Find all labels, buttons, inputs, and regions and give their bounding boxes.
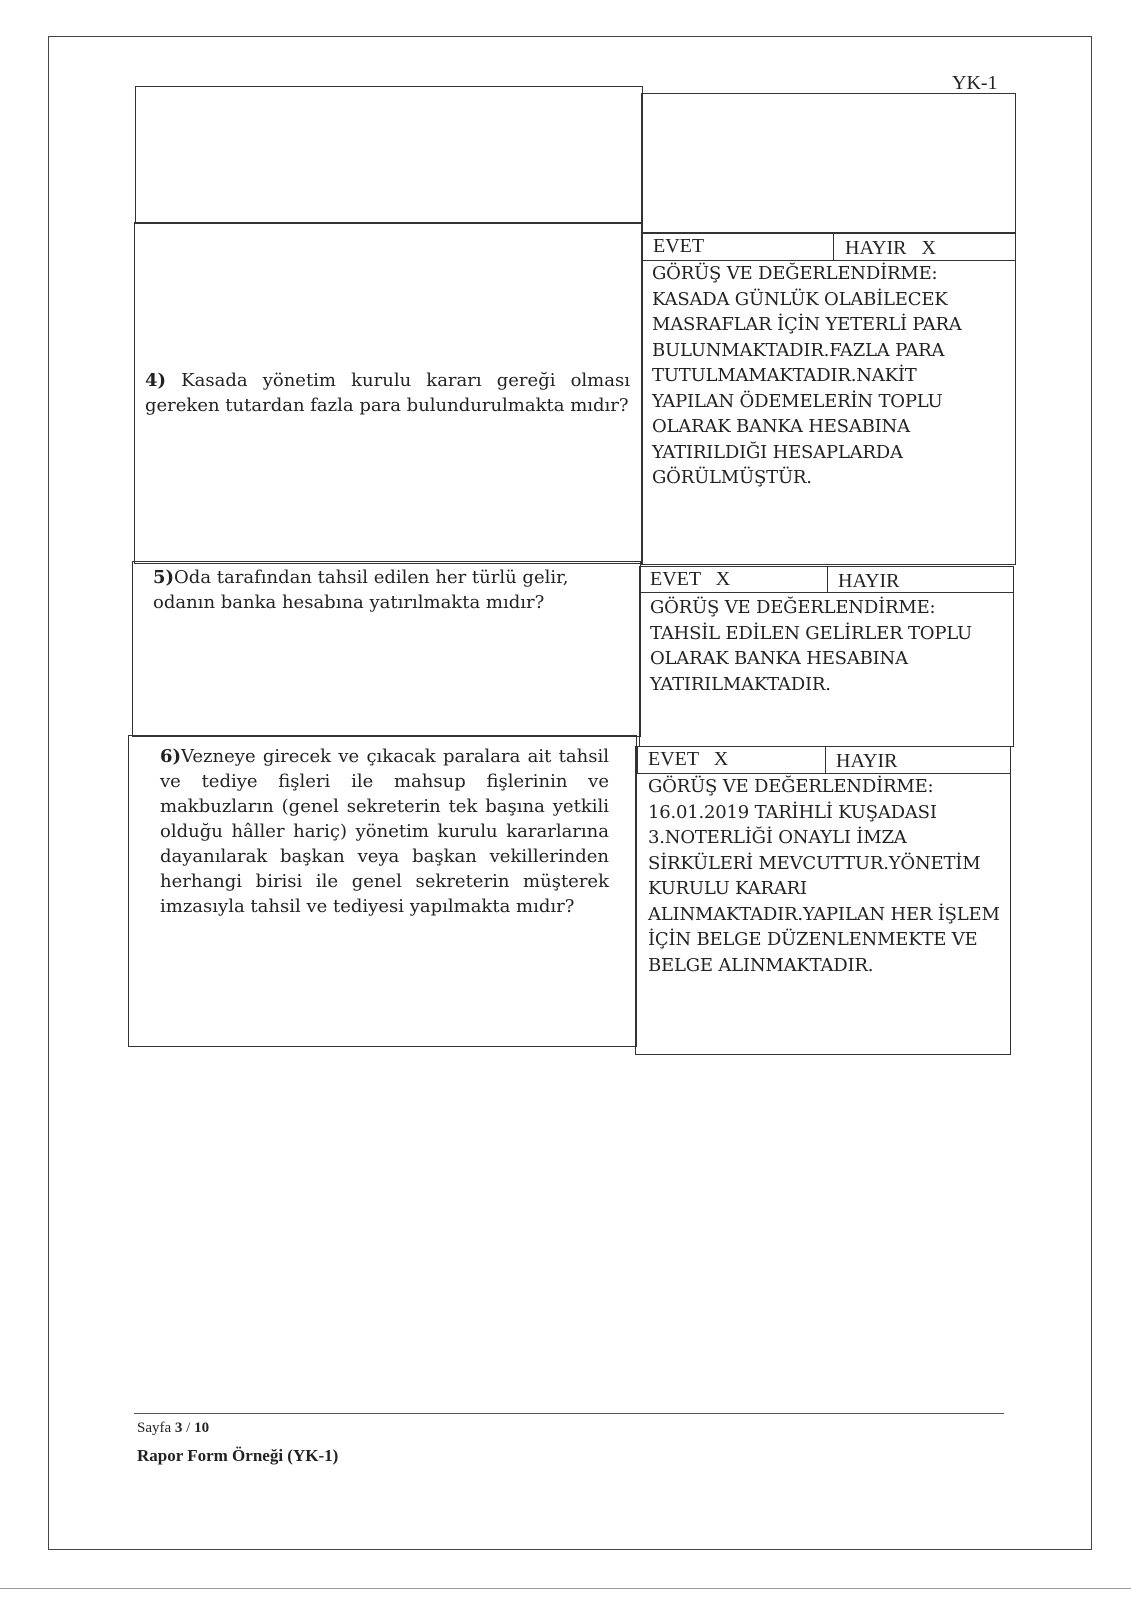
footer-divider	[134, 1413, 1004, 1414]
yes-no-divider	[825, 747, 826, 773]
no-label: HAYIR	[838, 570, 900, 592]
question-number: 4)	[145, 370, 167, 391]
question-6	[160, 744, 609, 919]
empty-question-cell	[135, 86, 643, 224]
yes-no-box-6	[637, 746, 1011, 774]
question-number: 5)	[153, 567, 175, 588]
document-code: YK-1	[952, 72, 998, 94]
question-text: Vezneye girecek ve çıkacak paralara ait tahsil ve tediye fişleri ile mahsup fişlerinin ve makbuzların (genel sekreterin tek başına yetkili olduğu hâller hariç) yönetim kurulu kararlarına dayanılarak başkan veya başkan vekillerinden herhangi birisi ile genel sekreterin müşterek imzasıyla tahsil ve tediyesi yapılmakta mıdır?	[160, 746, 609, 917]
assessment-6: GÖRÜŞ VE DEĞERLENDİRME: 16.01.2019 TARİHLİ KUŞADASI 3.NOTERLİĞİ ONAYLI İMZA SİRKÜLERİ MEVCUTTUR.YÖNETİM KURULU KARARI ALINMAKTADIR.YAPILAN HER İŞLEM İÇİN BELGE DÜZENLENMEKTE VE BELGE ALINMAKTADIR.	[648, 776, 1000, 976]
scan-edge-line	[0, 1588, 1131, 1589]
yes-label: EVET X	[648, 748, 729, 770]
question-number: 6)	[160, 746, 182, 767]
empty-answer-cell	[641, 93, 1016, 233]
assessment-5: GÖRÜŞ VE DEĞERLENDİRME: TAHSİL EDİLEN GELİRLER TOPLU OLARAK BANKA HESABINA YATIRILMAKTADIR.	[650, 597, 972, 695]
page-prefix: Sayfa	[137, 1420, 172, 1436]
page-current: 3	[174, 1420, 183, 1436]
yes-label: EVET	[653, 235, 705, 257]
form-title: Rapor Form Örneği (YK-1)	[137, 1446, 339, 1465]
page-number	[137, 1420, 209, 1437]
yes-no-divider	[827, 567, 828, 592]
question-text: Kasada yönetim kurulu kararı gereği olması gereken tutardan fazla para bulundurulmakta mıdır?	[145, 370, 630, 416]
question-text: Oda tarafından tahsil edilen her türlü gelir, odanın banka hesabına yatırılmakta mıdır?	[153, 567, 569, 613]
page-total: 10	[194, 1420, 210, 1436]
yes-no-box-5	[639, 566, 1014, 593]
yes-no-box-4	[642, 233, 1016, 261]
no-label: HAYIR X	[845, 237, 936, 259]
question-4	[145, 368, 630, 418]
no-label: HAYIR	[836, 750, 898, 772]
assessment-4: GÖRÜŞ VE DEĞERLENDİRME: KASADA GÜNLÜK OLABİLECEK MASRAFLAR İÇİN YETERLİ PARA BULUNMAKTADIR.FAZLA PARA TUTULMAMAKTADIR.NAKİT YAPILAN ÖDEMELERİN TOPLU OLARAK BANKA HESABINA YATIRILDIĞI HESAPLARDA GÖRÜLMÜŞTÜR.	[652, 263, 962, 488]
yes-no-divider	[833, 234, 834, 260]
yes-label: EVET X	[650, 568, 731, 590]
question-5	[153, 565, 623, 615]
page-separator: /	[186, 1420, 191, 1436]
